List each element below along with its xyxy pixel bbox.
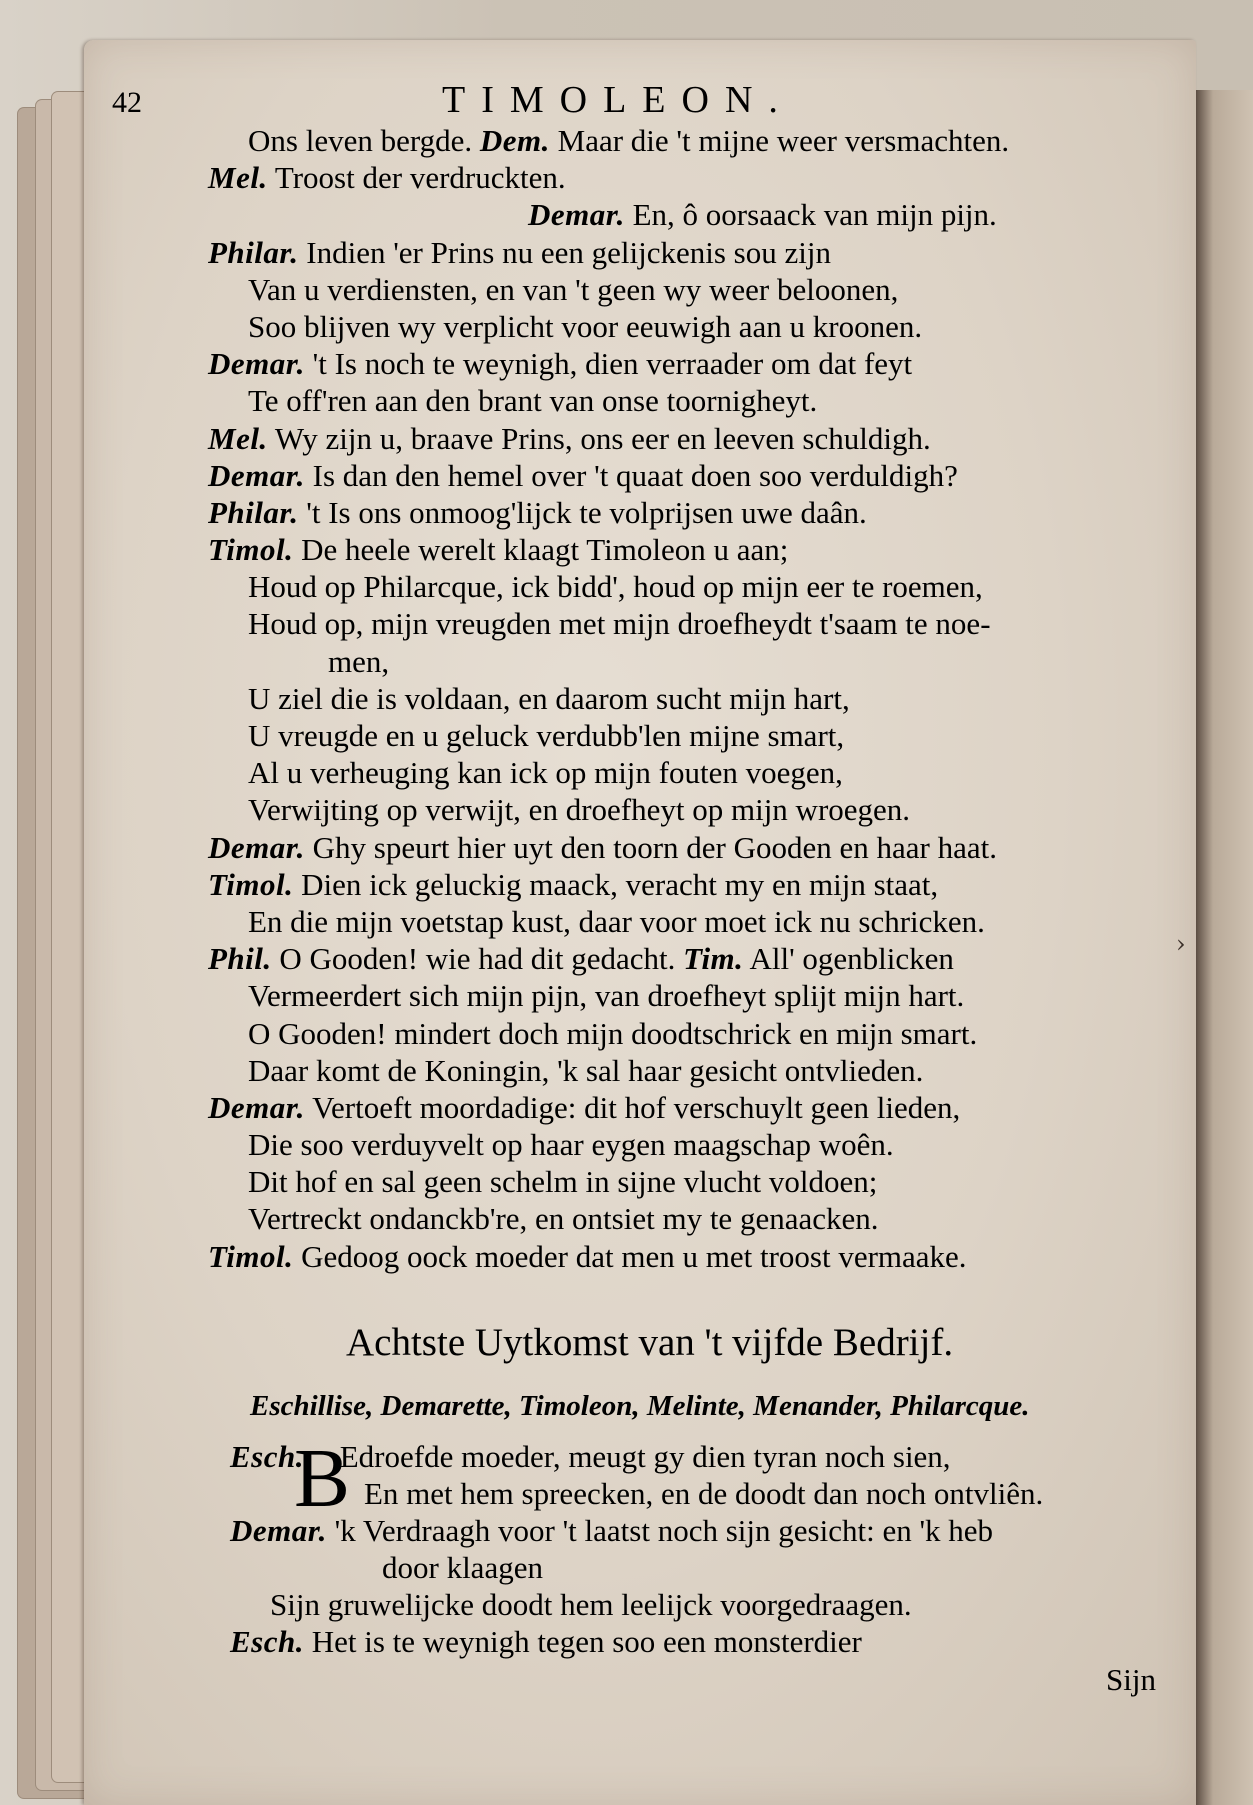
verse-text: door klaagen <box>382 1550 543 1585</box>
verse-text: Troost der verdruckten. <box>274 160 566 196</box>
cast-list: Eschillise, Demarette, Timoleon, Melinte, Menander, Philarcque. <box>250 1390 1030 1422</box>
verse-text: Ghy speurt hier uyt den toorn der Gooden en haar haat. <box>312 829 997 865</box>
speaker-name: Timol. <box>208 532 294 568</box>
verse-line <box>208 717 1168 754</box>
verse-text: Edroefde moeder, meugt gy dien tyran noch sien, <box>339 1439 951 1474</box>
verse-line <box>230 1512 1190 1549</box>
verse-line <box>208 903 1168 940</box>
verse-text: De heele werelt klaagt Timoleon u aan; <box>301 532 789 568</box>
speaker-name: Philar. <box>208 494 299 530</box>
verse-line <box>208 643 1168 680</box>
speaker-name: Demar. <box>208 346 305 382</box>
verse-text: Houd op, mijn vreugden met mijn droefheydt t'saam te noe- <box>248 606 991 642</box>
verse-text: 'k Verdraagh voor 't laatst noch sijn gesicht: en 'k heb <box>334 1513 994 1548</box>
verse-text: Ons leven bergde. <box>248 123 473 158</box>
verse-line <box>208 791 1168 828</box>
verse-text: Sijn gruwelijcke doodt hem leelijck voorgedraagen. <box>270 1587 912 1622</box>
facing-page-edge <box>1196 90 1253 1805</box>
verse-line <box>208 345 1168 382</box>
verse-text: U vreugde en u geluck verdubb'len mijne smart, <box>248 718 845 753</box>
verse-line <box>208 494 1168 531</box>
verse-text: Al u verheuging kan ick op mijn fouten voegen, <box>248 755 843 791</box>
verse-line <box>208 829 1168 866</box>
scene-heading: Achtste Uytkomst van 't vijfde Bedrijf. <box>346 1321 954 1364</box>
verse-line <box>230 1549 1190 1586</box>
verse-line <box>208 196 1168 233</box>
margin-mark: › <box>1176 930 1186 958</box>
verse-line <box>208 1200 1168 1237</box>
verse-text: Dien ick geluckig maack, veracht my en mijn staat, <box>301 866 939 902</box>
verse-line <box>208 1163 1168 1200</box>
verse-line <box>208 271 1168 308</box>
verse-text: Die soo verduyvelt op haar eygen maagschap woên. <box>248 1127 894 1163</box>
verse-text: All' ogenblicken <box>749 941 954 977</box>
verse-block <box>208 122 1168 1275</box>
catchword: Sijn <box>1106 1662 1156 1697</box>
speaker-name: Esch. <box>230 1439 304 1474</box>
speaker-name: Timol. <box>208 866 294 902</box>
verse-line <box>208 940 1168 977</box>
verse-text: Wy zijn u, braave Prins, ons eer en leeven schuldigh. <box>274 420 931 456</box>
verse-line <box>208 1238 1168 1275</box>
verse-text: O Gooden! mindert doch mijn doodtschrick en mijn smart. <box>248 1015 978 1051</box>
verse-text: Soo blijven wy verplicht voor eeuwigh aan u kroonen. <box>248 308 923 344</box>
verse-line <box>230 1623 1190 1660</box>
speaker-name: Dem. <box>479 123 550 158</box>
verse-line <box>230 1475 1190 1512</box>
verse-text: Indien 'er Prins nu een gelijckenis sou zijn <box>306 234 831 270</box>
verse-text: Is dan den hemel over 't quaat doen soo verduldigh? <box>312 457 958 493</box>
verse-text: En, ô oorsaack van mijn pijn. <box>632 197 997 233</box>
verse-text: Te off'ren aan den brant van onse toornigheyt. <box>248 383 818 419</box>
verse-text: En die mijn voetstap kust, daar voor moet ick nu schricken. <box>248 903 985 939</box>
verse-text: Vermeerdert sich mijn pijn, van droefheyt splijt mijn hart. <box>248 978 965 1014</box>
page-header <box>112 44 1112 121</box>
verse-text: O Gooden! wie had dit gedacht. <box>279 941 676 977</box>
verse-text: Verwijting op verwijt, en droefheyt op mijn wroegen. <box>248 792 911 828</box>
verse-text: Het is te weynigh tegen soo een monsterdier <box>311 1624 862 1659</box>
verse-line <box>208 866 1168 903</box>
speaker-name: Timol. <box>208 1238 294 1274</box>
verse-line <box>208 605 1168 642</box>
verse-text: U ziel die is voldaan, en daarom sucht mijn hart, <box>248 680 850 716</box>
verse-text: Houd op Philarcque, ick bidd', houd op mijn eer te roemen, <box>248 569 983 605</box>
speaker-name: Demar. <box>208 1089 305 1125</box>
drop-cap: B <box>294 1432 351 1525</box>
scene-verse-block <box>230 1432 1190 1660</box>
running-title: TIMOLEON. <box>442 79 794 121</box>
verse-line <box>208 754 1168 791</box>
speaker-name: Demar. <box>208 457 305 493</box>
verse-line <box>208 234 1168 271</box>
verse-text: Gedoog oock moeder dat men u met troost vermaake. <box>301 1238 967 1274</box>
verse-line <box>208 1126 1168 1163</box>
verse-line <box>208 680 1168 717</box>
speaker-name: Esch. <box>230 1624 304 1659</box>
verse-text: Van u verdiensten, en van 't geen wy weer beloonen, <box>248 271 899 307</box>
page-number: 42 <box>112 86 142 119</box>
verse-line <box>230 1586 1190 1623</box>
verse-line <box>208 1052 1168 1089</box>
verse-line <box>208 308 1168 345</box>
verse-line <box>208 531 1168 568</box>
verse-line <box>208 457 1168 494</box>
speaker-name: Mel. <box>208 160 268 196</box>
verse-line <box>208 568 1168 605</box>
verse-text: 't Is noch te weynigh, dien verraader om dat feyt <box>312 346 913 382</box>
verse-text: 't Is ons onmoog'lijck te volprijsen uwe daân. <box>306 494 867 530</box>
verse-text: Daar komt de Koningin, 'k sal haar gesicht ontvlieden. <box>248 1052 924 1088</box>
speaker-name: Phil. <box>208 941 272 977</box>
verse-line <box>208 1015 1168 1052</box>
verse-line <box>208 122 1168 159</box>
verse-line <box>208 1089 1168 1126</box>
verse-text: Maar die 't mijne weer versmachten. <box>557 123 1010 158</box>
speaker-name: Philar. <box>208 234 299 270</box>
speaker-name: Demar. <box>528 197 625 233</box>
verse-line <box>208 159 1168 196</box>
verse-text: En met hem spreecken, en de doodt dan noch ontvliên. <box>364 1476 1044 1511</box>
verse-line <box>208 382 1168 419</box>
speaker-name: Tim. <box>683 941 744 977</box>
verse-text: Dit hof en sal geen schelm in sijne vlucht voldoen; <box>248 1164 878 1200</box>
verse-text: Vertoeft moordadige: dit hof verschuylt geen lieden, <box>312 1089 961 1125</box>
verse-line <box>230 1438 1190 1475</box>
speaker-name: Demar. <box>208 829 305 865</box>
verse-text: men, <box>328 643 390 679</box>
speaker-name: Demar. <box>230 1513 327 1548</box>
verse-line <box>208 977 1168 1014</box>
verse-line <box>208 420 1168 457</box>
verse-text: Vertreckt ondanckb're, en ontsiet my te genaacken. <box>248 1201 879 1237</box>
speaker-name: Mel. <box>208 420 268 456</box>
